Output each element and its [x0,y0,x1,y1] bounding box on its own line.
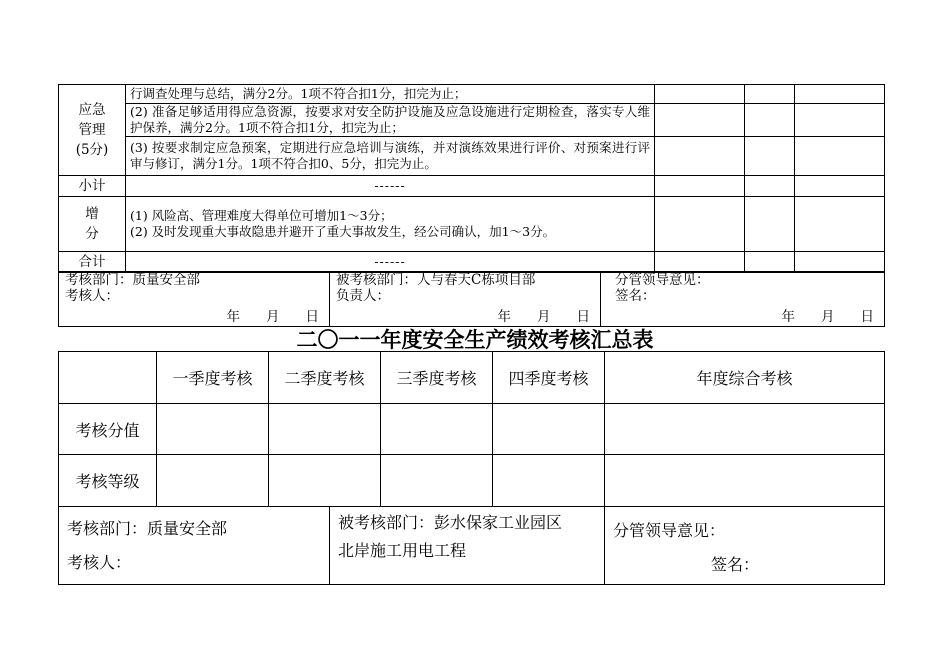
leader-opinion-label: 分管领导意见： [615,272,710,288]
table-row [59,104,885,137]
score-cell[interactable] [157,404,269,455]
grade-cell[interactable] [605,455,885,507]
grade-cell[interactable] [157,455,269,507]
table-row [59,197,885,252]
header-q4: 四季度考核 [493,352,605,404]
score-cell [795,176,885,197]
header-q2: 二季度考核 [269,352,381,404]
category-bonus: 增 分 [59,197,126,252]
date-row [756,309,875,325]
table-row [59,85,885,104]
score-cell[interactable] [381,404,493,455]
score-cell[interactable] [493,404,605,455]
score-cell [795,137,885,176]
score-cell [745,104,795,137]
month-label: 月 [821,309,835,325]
score-cell [655,137,745,176]
item-description: (3) 按要求制定应急预案，定期进行应急培训与演练，并对演练效果进行评价、对预案进行评审与修订，满分1分。1项不符合扣0、5分，扣完为止。 [126,137,655,176]
table-row [59,252,885,273]
score-cell [795,85,885,104]
row-label-score: 考核分值 [59,404,157,455]
day-label: 日 [305,309,319,325]
score-cell [655,197,745,252]
item-description: (2) 准备足够适用得应急资源，按要求对安全防护设施及应急设施进行定期检查，落实专人维护保养，满分2分。1项不符合扣1分，扣完为止； [126,104,655,137]
summary-assessing-dept-label: 考核部门：质量安全部 [67,519,228,538]
header-annual: 年度综合考核 [605,352,885,404]
score-cell [745,197,795,252]
summary-assessed-dept-cell [330,507,605,585]
grade-cell[interactable] [269,455,381,507]
assessing-dept-cell [59,272,330,327]
date-row [201,309,320,325]
score-cell[interactable] [605,404,885,455]
score-cell[interactable] [269,404,381,455]
score-cell [745,137,795,176]
assessment-detail-table [58,84,885,273]
year-label: 年 [226,309,240,325]
summary-leader-opinion-label: 分管领导意见： [613,521,726,540]
score-cell [795,252,885,273]
page-title: 二〇一一年度安全生产绩效考核汇总表 [296,327,654,352]
month-label: 月 [537,309,551,325]
date-row [472,309,591,325]
score-cell [745,85,795,104]
header-blank [59,352,157,404]
table-row [59,176,885,197]
assessed-dept-cell [330,272,601,327]
score-cell [745,252,795,273]
grade-cell[interactable] [493,455,605,507]
category-total: 合计 [59,252,126,273]
row-label-grade: 考核等级 [59,455,157,507]
detail-signature-table [58,271,885,327]
score-cell [655,104,745,137]
score-cell [655,85,745,104]
summary-assessed-dept-line1: 被考核部门：彭水保家工业园区 [338,513,563,532]
month-label: 月 [266,309,280,325]
table-row [59,137,885,176]
year-label: 年 [497,309,511,325]
summary-signature-label: 签名： [711,555,760,574]
header-q3: 三季度考核 [381,352,493,404]
year-label: 年 [781,309,795,325]
leader-opinion-cell [601,272,885,327]
grade-cell[interactable] [381,455,493,507]
summary-assessor-label: 考核人： [67,553,132,572]
score-cell [655,176,745,197]
score-cell [795,104,885,137]
score-cell [655,252,745,273]
summary-header-row [59,352,885,404]
day-label: 日 [576,309,590,325]
header-q1: 一季度考核 [157,352,269,404]
assessed-dept-label: 被考核部门：人与春天C栋项目部 [336,272,536,288]
table-row [59,404,885,455]
summary-assessing-dept-cell [59,507,330,585]
responsible-label: 负责人： [336,288,390,304]
table-row [59,455,885,507]
score-cell [795,197,885,252]
signature-label: 签名： [615,288,656,304]
category-subtotal: 小计 [59,176,126,197]
summary-table [58,351,885,507]
subtotal-dash: ------ [126,176,655,197]
category-emergency-management: 应急 管理 (5分) [59,85,126,176]
assessing-dept-label: 考核部门：质量安全部 [65,272,200,288]
item-description: (1) 风险高、管理难度大得单位可增加1～3分； (2) 及时发现重大事故隐患并避开了重大事故发生，经公司确认，加1～3分。 [126,197,655,252]
summary-leader-opinion-cell [605,507,885,585]
summary-signature-table [58,506,885,585]
day-label: 日 [860,309,874,325]
item-description: 行调查处理与总结，满分2分。1项不符合扣1分，扣完为止； [126,85,655,104]
score-cell [745,176,795,197]
assessor-label: 考核人： [65,288,119,304]
total-dash: ------ [126,252,655,273]
summary-assessed-dept-line2: 北岸施工用电工程 [338,541,467,560]
